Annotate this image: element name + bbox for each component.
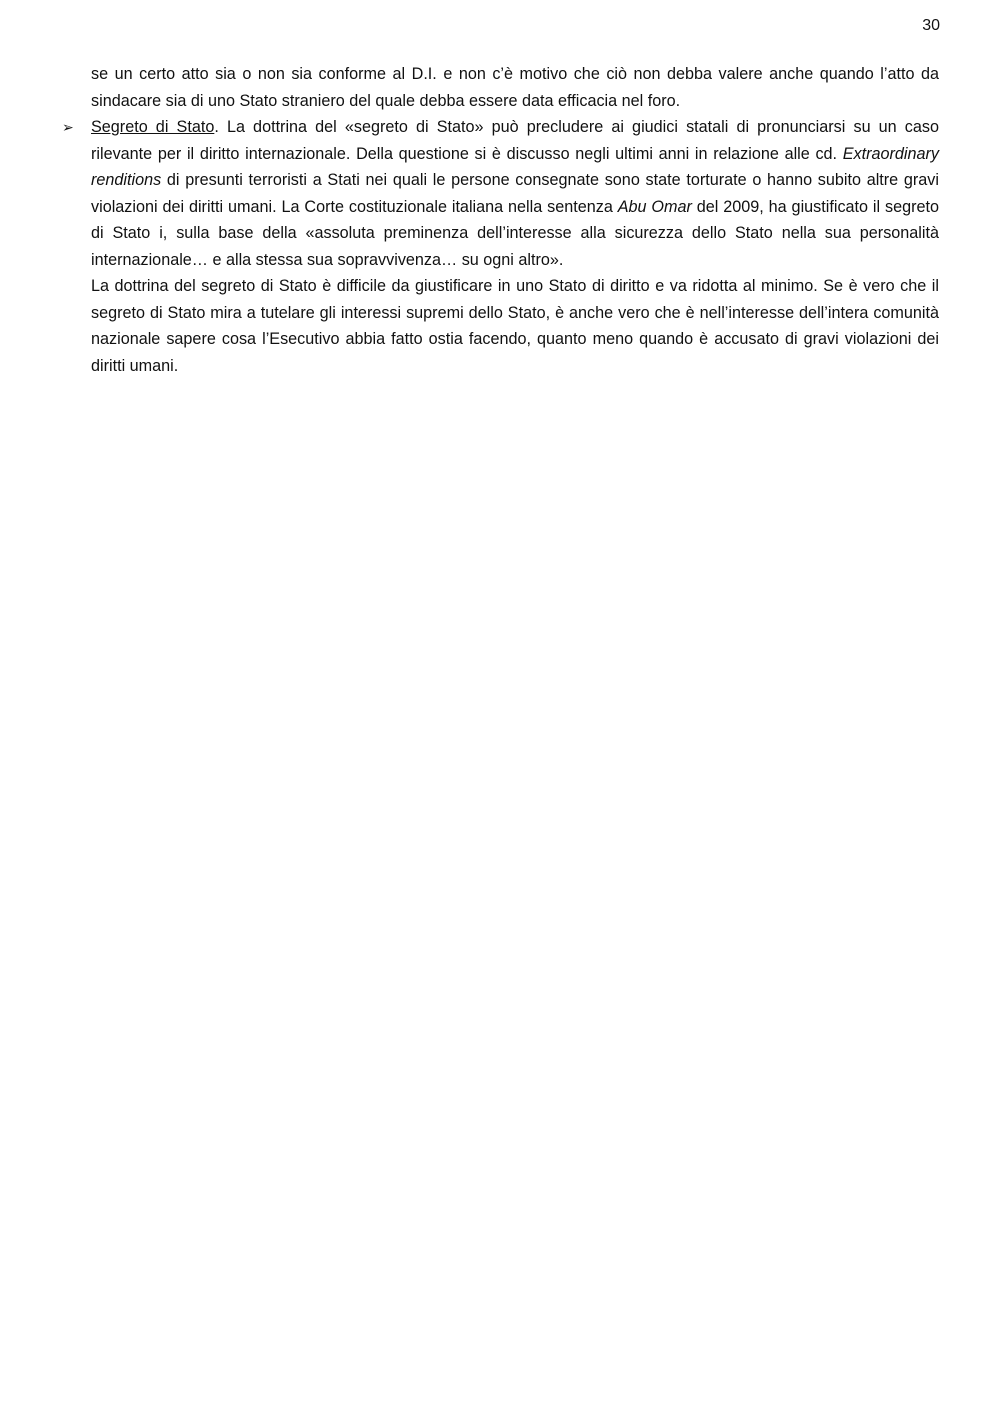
intro-paragraph: se un certo atto sia o non sia conforme al D.I. e non c’è motivo che ciò non debba valere anche quando l’atto da sindacare sia di uno Stato straniero del quale debba essere data efficacia nel foro. — [91, 65, 939, 110]
page-number: 30 — [922, 17, 940, 34]
bullet-text-1: . La dottrina del «segreto di Stato» può precludere ai giudici statali di pronunciarsi su un caso rilevante per il diritto internazionale. Della questione si è discusso negli ultimi anni in relazione alle cd. — [91, 118, 939, 163]
bullet-item-segreto-di-stato — [62, 114, 940, 379]
bullet-italic-1: Extraordinary renditions — [91, 144, 939, 189]
document-body — [62, 61, 940, 379]
bullet-text-3: del 2009, ha giustificato il segreto di Stato i, sulla base della «assoluta preminenza dell’interesse alla sicurezza dello Stato nella sua personalità internazionale… e alla stessa sua sopravvivenza… su ogni altro». — [91, 197, 940, 269]
bullet-heading: Segreto di Stato — [91, 118, 215, 136]
bullet-italic-2: Abu Omar — [617, 197, 692, 216]
bullet-paragraph — [91, 114, 939, 273]
arrow-bullet-icon: ➢ — [62, 119, 74, 135]
followup-paragraph: La dottrina del segreto di Stato è difficile da giustificare in uno Stato di diritto e va ridotta al minimo. Se è vero che il segreto di Stato mira a tutelare gli interessi supremi dello Stato, è anche vero che è nell’interesse dell’intera comunità nazionale sapere cosa l’Esecutivo abbia fatto ostia facendo, quanto meno quando è accusato di gravi violazioni dei diritti umani. — [91, 277, 939, 375]
bullet-text-2: di presunti terroristi a Stati nei quali le persone consegnate sono state torturate o hanno subito altre gravi violazioni dei diritti umani. La Corte costituzionale italiana nella sentenza — [91, 171, 939, 216]
